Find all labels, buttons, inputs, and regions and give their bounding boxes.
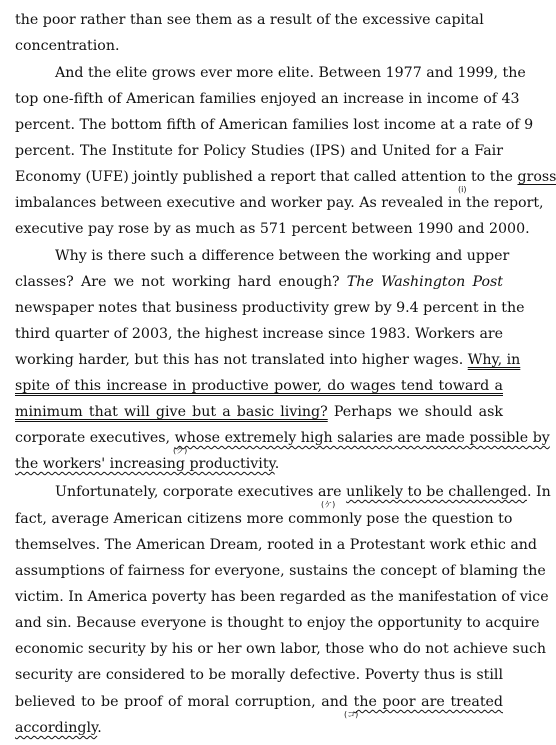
text-line <box>15 377 503 395</box>
text-line: percent. The bottom fifth of American families lost income at a rate of 9 <box>15 117 534 133</box>
underlined-clause: whose extremely high salaries are made possible by <box>174 430 550 446</box>
text-line: economic security by his or her own labor, those who do not achieve such <box>15 641 547 657</box>
text-line: the workers' increasing productivity. <box>15 456 280 472</box>
underlined-gross: gross <box>517 169 556 185</box>
text-line: and sin. Because everyone is thought to enjoy the opportunity to acquire <box>15 615 540 631</box>
text-line: working harder, but this has not translated into higher wages. Why, in <box>15 352 521 368</box>
text-line: fact, average American citizens more commonly pose the question to <box>15 511 513 527</box>
text-line: percent. The Institute for Policy Studies (IPS) and United for a Fair <box>15 143 503 159</box>
text-line: victim. In America poverty has been regarded as the manifestation of vice <box>15 589 549 605</box>
text-line: Unfortunately, corporate executives are unlikely to be challenged. In <box>55 484 551 500</box>
text-line: third quarter of 2003, the highest increase since 1983. Workers are <box>15 326 504 342</box>
underlined-question: minimum that will give but a basic living? <box>15 404 328 420</box>
text-line: And the elite grows ever more elite. Between 1977 and 1999, the <box>55 65 526 81</box>
underlined-question: spite of this increase in productive power, do wages tend toward a <box>15 378 503 394</box>
underlined-phrase: unlikely to be challenged <box>346 484 527 500</box>
text-line: executive pay rose by as much as 571 percent between 1990 and 2000. <box>15 221 530 237</box>
text-line: Why is there such a difference between the working and upper <box>55 248 510 264</box>
text-line: newspaper notes that business productivity grew by 9.4 percent in the <box>15 300 525 316</box>
annotation-mark: (ク) <box>173 446 188 455</box>
text-line: security are considered to be morally defective. Poverty thus is still <box>15 667 503 683</box>
underlined-question: Why, in <box>467 352 521 368</box>
annotation-mark: (i) <box>458 185 467 194</box>
underlined-phrase: the poor are treated <box>353 694 503 710</box>
text-line: concentration. <box>15 38 120 54</box>
text-line: top one-fifth of American families enjoyed an increase in income of 43 <box>15 91 520 107</box>
text-line: corporate executives, whose extremely high salaries are made possible by <box>15 430 550 446</box>
text-line: themselves. The American Dream, rooted in a Protestant work ethic and <box>15 537 538 553</box>
text-line: assumptions of fairness for everyone, sustains the concept of blaming the <box>15 563 546 579</box>
text-line: the poor rather than see them as a result of the excessive capital <box>15 12 484 28</box>
newspaper-title: The Washington Post <box>346 274 503 290</box>
text-line: classes? Are we not working hard enough? The Washington Post <box>15 274 503 290</box>
text-line: Economy (UFE) jointly published a report that called attention to the gross <box>15 169 556 185</box>
underlined-phrase: accordingly <box>15 720 98 736</box>
text-line: imbalances between executive and worker pay. As revealed in the report, <box>15 195 544 211</box>
text-line: minimum that will give but a basic living? Perhaps we should ask <box>15 404 503 420</box>
text-line: believed to be proof of moral corruption, and the poor are treated <box>15 694 503 710</box>
text-line: accordingly. <box>15 720 102 736</box>
underlined-clause: the workers' increasing productivity <box>15 456 275 472</box>
annotation-mark: (コ) <box>344 710 359 719</box>
annotation-mark: (ケ) <box>321 500 336 509</box>
